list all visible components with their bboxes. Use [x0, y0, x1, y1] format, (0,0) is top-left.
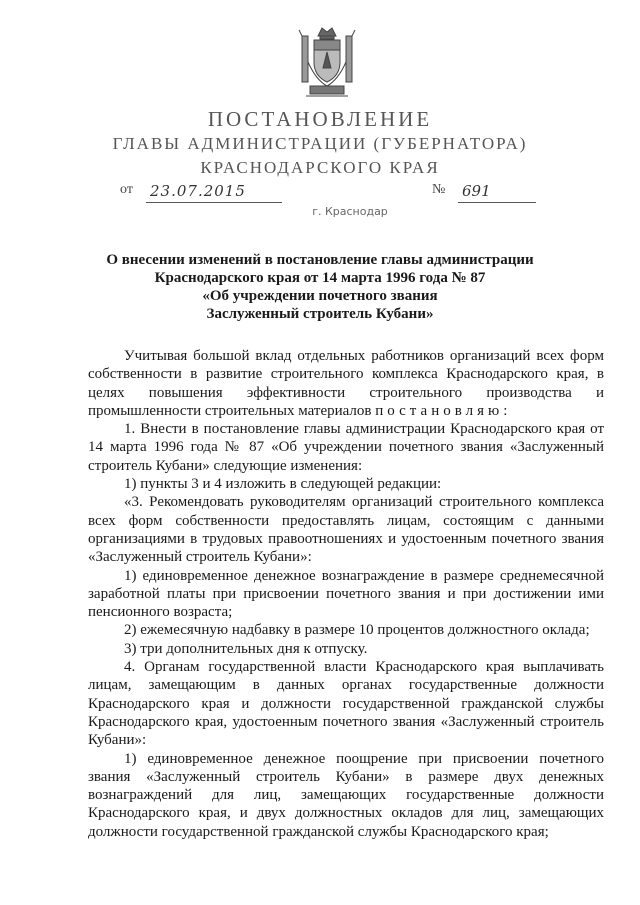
- coat-of-arms-emblem: [296, 22, 358, 102]
- region-heading: КРАСНОДАРСКОГО КРАЯ: [200, 158, 440, 177]
- decree-word: постановляю:: [375, 402, 512, 419]
- title-line-1: О внесении изменений в постановление главы администрации: [106, 252, 534, 268]
- paragraph-reward-1: 1) единовременное денежное поощрение при присвоении почетного звания «Заслуженный строитель Кубани» в размере двух денежных вознаграждений для лиц, замещающих государственные должности Краснодарского края, и двух должностных окладов для лиц, замещающих должности государственной гражданской службы Краснодарского края;: [88, 750, 604, 840]
- title-line-3: «Об учреждении почетного звания: [202, 288, 438, 304]
- paragraph-preamble: [88, 347, 604, 420]
- paragraph-benefit-3: 3) три дополнительных дня к отпуску.: [124, 640, 368, 657]
- date-prefix: от: [120, 182, 133, 197]
- preamble-text: Учитывая большой вклад отдельных работников организаций всех форм собственности в развитие строительного комплекса Краснодарского края, в целях повышения эффективности строительного производства и промышленности строительных материалов: [88, 348, 604, 419]
- authority-heading: ГЛАВЫ АДМИНИСТРАЦИИ (ГУБЕРНАТОРА): [112, 134, 528, 153]
- title-line-4: Заслуженный строитель Кубани»: [206, 306, 434, 322]
- paragraph-subitem-1: 1) пункты 3 и 4 изложить в следующей редакции:: [124, 476, 442, 493]
- paragraph-item-3: «3. Рекомендовать руководителям организаций строительного комплекса всех форм собственности предоставлять лицам, состоящим с данными организациями в трудовых правоотношениях и удостоенным почетного звания «Заслуженный строитель Кубани»:: [88, 494, 604, 566]
- paragraph-item-4: 4. Органам государственной власти Краснодарского края выплачивать лицам, замещающим в данных органах государственные должности Краснодарского края и должности государственной гражданской службы Краснодарского края, удостоенным почетного звания «Заслуженный строитель Кубани»:: [88, 659, 604, 749]
- doc-type-heading: ПОСТАНОВЛЕНИЕ: [207, 107, 433, 131]
- date-value: 23.07.2015: [146, 182, 282, 203]
- city-label: г. Краснодар: [312, 205, 388, 218]
- document-body: [88, 347, 604, 841]
- number-value: 691: [458, 182, 536, 203]
- title-line-2: Краснодарского края от 14 марта 1996 года № 87: [154, 270, 486, 286]
- paragraph-benefit-2: 2) ежемесячную надбавку в размере 10 процентов должностного оклада;: [124, 622, 590, 639]
- paragraph-benefit-1: 1) единовременное денежное вознаграждение в размере среднемесячной заработной платы при присвоении почетного звания и при достижении ими пенсионного возраста;: [88, 567, 604, 621]
- number-prefix: №: [432, 182, 446, 197]
- document-title: [0, 251, 640, 323]
- paragraph-item-1: 1. Внести в постановление главы администрации Краснодарского края от 14 марта 1996 года № 87 «Об учреждении почетного звания «Заслуженный строитель Кубани» следующие изменения:: [88, 421, 604, 474]
